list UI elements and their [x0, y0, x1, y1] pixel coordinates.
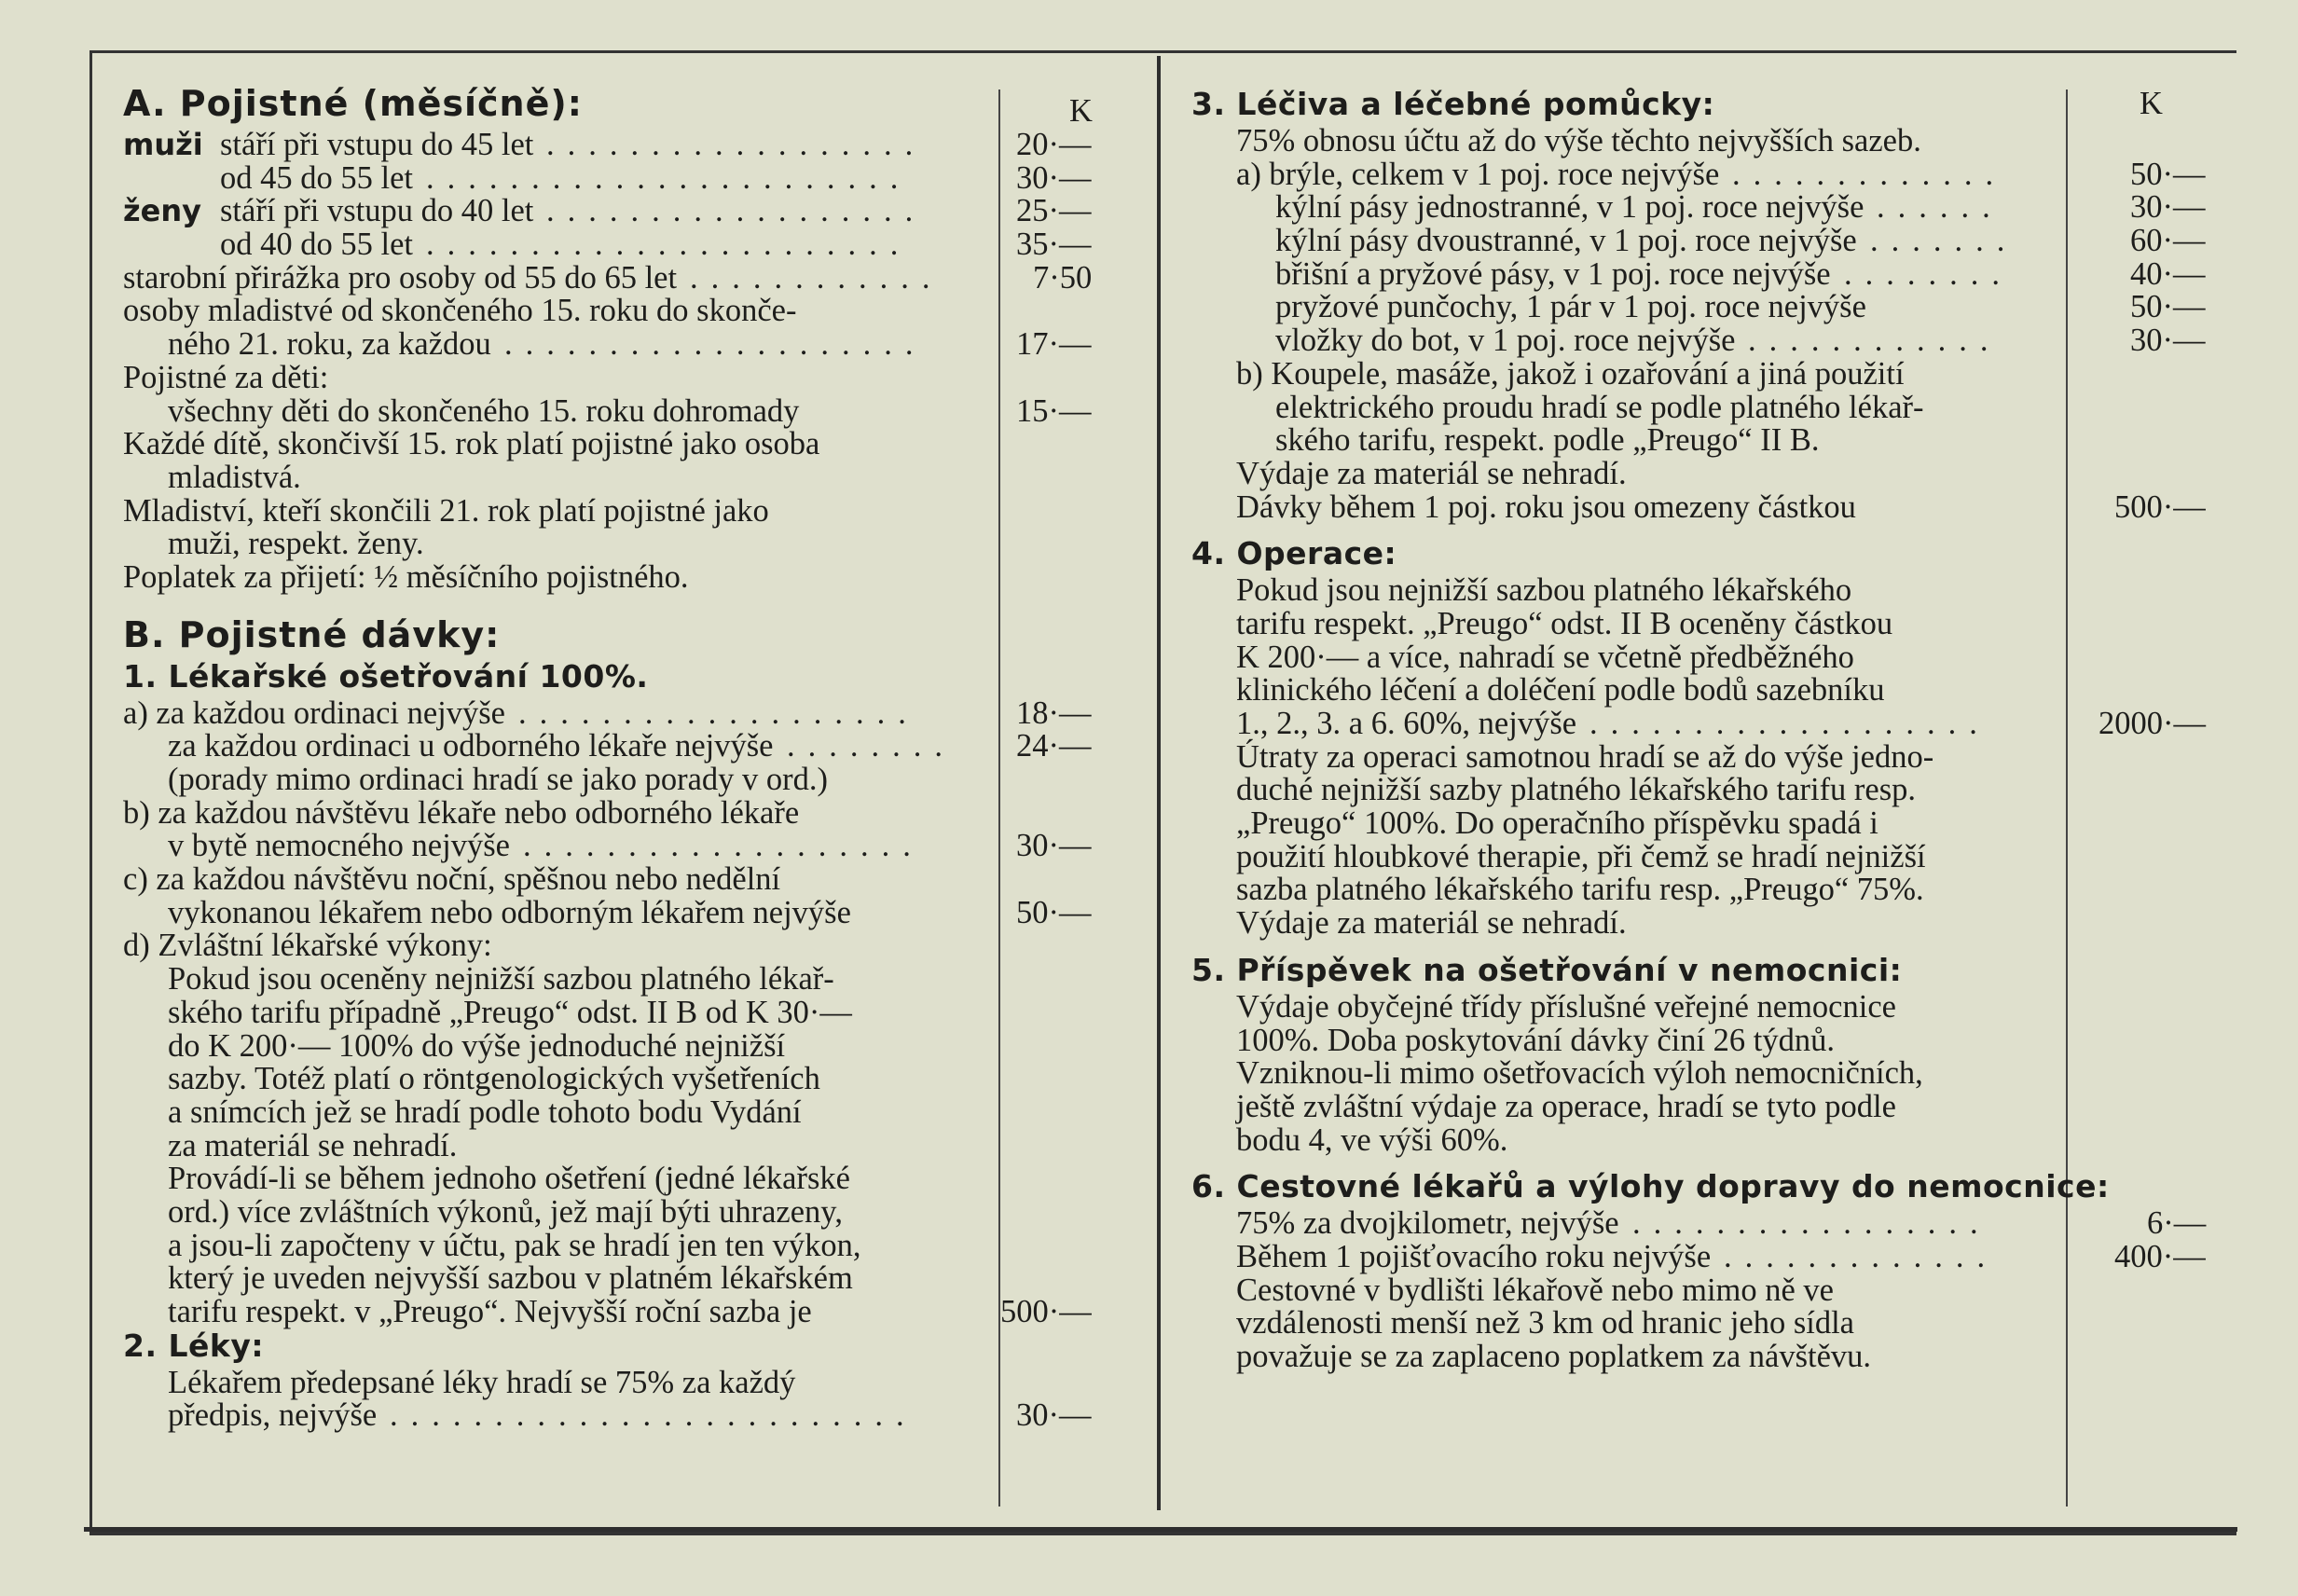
- text-line: [1191, 424, 2040, 458]
- line-text: ského tarifu, respekt. podle „Preugo“ II B.: [1275, 422, 1820, 459]
- text-line: [1191, 907, 2040, 941]
- text-line: [1191, 1341, 2040, 1374]
- text-line: [123, 828, 1092, 864]
- line-text: stáří při vstupu do 40 let: [220, 193, 534, 229]
- heading-text: 1. Lékařské ošetřování 100%.: [123, 657, 649, 695]
- text-line: [1191, 738, 2040, 775]
- text-line: [1191, 189, 2206, 226]
- text-line: [1191, 156, 2206, 192]
- leader-dots: .............: [1732, 156, 2007, 192]
- text-line: [123, 794, 967, 831]
- line-text: 75% za dvojkilometr, nejvýše: [1236, 1205, 1619, 1242]
- text-line: [1191, 605, 2040, 641]
- line-text: Každé dítě, skončivší 15. rok platí pojistné jako osoba: [123, 426, 820, 462]
- amount-value: 50·—: [2130, 156, 2206, 192]
- line-text: „Preugo“ 100%. Do operačního příspěvku spadá i: [1236, 805, 1878, 842]
- text-line: [123, 159, 1092, 196]
- line-text: Útraty za operaci samotnou hradí se až do výše jedno-: [1236, 738, 1934, 775]
- text-line: [1191, 874, 2040, 907]
- heading-text: A. Pojistné (měsíčně):: [123, 83, 583, 124]
- line-text: Výdaje obyčejné třídy příslušné veřejné nemocnice: [1236, 988, 1896, 1025]
- section-heading: [123, 1329, 967, 1367]
- text-line: [123, 193, 1092, 229]
- leader-dots: ..................: [546, 193, 927, 229]
- amount-value: 30·—: [2130, 323, 2206, 359]
- text-line: [123, 127, 1092, 162]
- text-line: [1191, 289, 2206, 325]
- line-text: tarifu respekt. „Preugo“ odst. II B oceněny částkou: [1236, 605, 1893, 641]
- text-line: [123, 558, 967, 595]
- right-amount-separator: [2066, 89, 2068, 1507]
- text-line: [123, 929, 967, 963]
- group-label: muži: [123, 127, 203, 162]
- leader-dots: ............: [1748, 323, 2002, 359]
- line-text: považuje se za zaplaceno poplatkem za návštěvu.: [1236, 1339, 1872, 1374]
- line-text: Výdaje za materiál se nehradí.: [1236, 905, 1627, 942]
- section-heading: [1191, 1168, 2110, 1207]
- line-text: Vzniknou-li mimo ošetřovacích výloh nemocničních,: [1236, 1055, 1923, 1092]
- text-line: [123, 1127, 967, 1163]
- amount-value: 7·50: [1033, 259, 1093, 296]
- text-line: [1191, 1022, 2040, 1058]
- line-text: a jsou-li započteny v účtu, pak se hradí jen ten výkon,: [168, 1227, 861, 1263]
- line-text: Dávky během 1 poj. roku jsou omezeny částkou: [1236, 488, 1856, 525]
- text-line: [123, 764, 967, 797]
- leader-dots: ........: [1844, 255, 2013, 292]
- line-text: kýlní pásy dvoustranné, v 1 poj. roce nejvýše: [1275, 223, 1857, 259]
- bottom-rule: [84, 1527, 2237, 1532]
- left-currency-header: K: [1069, 93, 1093, 129]
- line-text: a) brýle, celkem v 1 poj. roce nejvýše: [1236, 156, 1720, 192]
- text-line: [1191, 255, 2206, 292]
- text-line: [123, 695, 1092, 731]
- amount-value: 24·—: [1016, 728, 1092, 764]
- amount-value: 30·—: [2130, 189, 2206, 226]
- line-text: od 45 do 55 let: [220, 159, 413, 196]
- text-line: [123, 894, 1092, 930]
- text-line: [123, 295, 967, 328]
- amount-value: 50·—: [2130, 289, 2206, 325]
- left-column: [123, 83, 1093, 1434]
- line-text: bodu 4, ve výši 60%.: [1236, 1121, 1508, 1158]
- text-line: [123, 863, 967, 897]
- amount-value: 6·—: [2147, 1205, 2207, 1242]
- heading-text: 5. Příspěvek na ošetřování v nemocnici:: [1191, 951, 1903, 988]
- line-text: za každou ordinaci u odborného lékaře nejvýše: [168, 728, 774, 764]
- line-text: předpis, nejvýše: [168, 1397, 378, 1434]
- text-line: [123, 1364, 967, 1400]
- section-heading: [1191, 537, 2040, 574]
- line-text: muži, respekt. ženy.: [168, 526, 424, 562]
- text-line: [123, 392, 1092, 429]
- text-line: [123, 528, 967, 561]
- text-line: [123, 428, 967, 461]
- leader-dots: ..................: [546, 127, 927, 162]
- line-text: duché nejnižší sazby platného lékařského tarifu resp.: [1236, 772, 1917, 808]
- line-text: do K 200·— 100% do výše jednoduché nejnižší: [168, 1027, 786, 1064]
- text-line: [1191, 125, 2040, 158]
- line-text: použití hloubkové therapie, při čemž se hradí nejnižší: [1236, 838, 1926, 874]
- leader-dots: ............: [690, 259, 943, 296]
- text-line: [123, 1262, 967, 1296]
- text-line: [1191, 1205, 2207, 1242]
- amount-value: 15·—: [1016, 392, 1092, 429]
- text-line: [123, 1027, 967, 1064]
- leader-dots: ...................: [1589, 706, 1990, 741]
- text-line: [123, 728, 1092, 764]
- heading-text: 4. Operace:: [1191, 535, 1397, 572]
- line-text: za materiál se nehradí.: [168, 1127, 458, 1163]
- line-text: v bytě nemocného nejvýše: [168, 828, 510, 864]
- amount-value: 400·—: [2114, 1238, 2206, 1274]
- line-text: Pokud jsou oceněny nejnižší sazbou platného lékař-: [168, 961, 834, 998]
- line-text: všechny děti do skončeného 15. roku dohromady: [168, 392, 800, 429]
- line-text: a) za každou ordinaci nejvýše: [123, 695, 505, 731]
- right-currency-header: K: [2140, 86, 2163, 121]
- amount-value: 40·—: [2130, 255, 2206, 292]
- line-text: K 200·— a více, nahradí se včetně předběžného: [1236, 639, 1854, 675]
- line-text: Výdaje za materiál se nehradí.: [1236, 455, 1627, 491]
- line-text: od 40 do 55 let: [220, 227, 413, 263]
- section-heading: [123, 657, 967, 697]
- leader-dots: ...................: [518, 695, 919, 731]
- line-text: d) Zvláštní lékařské výkony:: [123, 928, 492, 964]
- line-text: tarifu respekt. v „Preugo“. Nejvyšší roční sazba je: [168, 1294, 812, 1329]
- leader-dots: .........................: [390, 1397, 917, 1434]
- line-text: vykonanou lékařem nebo odborným lékařem nejvýše: [168, 894, 851, 930]
- line-text: mladistvá.: [168, 459, 301, 495]
- amount-value: 60·—: [2130, 223, 2206, 259]
- text-line: [1191, 323, 2206, 359]
- line-text: 1., 2., 3. a 6. 60%, nejvýše: [1236, 706, 1577, 741]
- leader-dots: ......: [1877, 189, 2003, 226]
- leader-dots: .......: [1870, 223, 2018, 259]
- text-line: [123, 1227, 967, 1263]
- heading-text: 6. Cestovné lékařů a výlohy dopravy do nemocnice:: [1191, 1168, 2110, 1205]
- line-text: (porady mimo ordinaci hradí se jako porady v ord.): [168, 762, 829, 797]
- amount-value: 30·—: [1016, 828, 1092, 864]
- leader-dots: ....................: [504, 326, 927, 363]
- text-line: [123, 1163, 967, 1196]
- line-text: vzdálenosti menší než 3 km od hranic jeho sídla: [1236, 1305, 1854, 1341]
- line-text: pryžové punčochy, 1 pár v 1 poj. roce nejvýše: [1275, 289, 1866, 325]
- text-line: [1191, 1238, 2206, 1274]
- text-line: [1191, 488, 2206, 525]
- line-text: b) Koupele, masáže, jakož i ozařování a jiná použití: [1236, 355, 1905, 392]
- section-heading: [123, 613, 967, 660]
- section-heading: [123, 83, 967, 129]
- line-text: a snímcích jež se hradí podle tohoto bodu Vydání: [168, 1094, 802, 1130]
- text-line: [1191, 1057, 2040, 1091]
- amount-value: 20·—: [1016, 127, 1092, 162]
- line-text: starobní přirážka pro osoby od 55 do 65 let: [123, 259, 678, 296]
- text-line: [123, 492, 967, 529]
- line-text: kýlní pásy jednostranné, v 1 poj. roce nejvýše: [1275, 189, 1865, 226]
- line-text: sazby. Totéž platí o röntgenologických vyšetřeních: [168, 1061, 820, 1097]
- text-line: [1191, 1274, 2040, 1308]
- heading-text: B. Pojistné dávky:: [123, 613, 501, 655]
- leader-dots: .......................: [426, 227, 912, 263]
- text-line: [1191, 641, 2040, 675]
- line-text: klinického léčení a doléčení podle bodů sazebníku: [1236, 672, 1885, 709]
- amount-value: 500·—: [1000, 1294, 1092, 1329]
- line-text: Mladiství, kteří skončili 21. rok platí pojistné jako: [123, 492, 769, 529]
- text-line: [123, 963, 967, 997]
- heading-text: 2. Léky:: [123, 1327, 265, 1364]
- text-line: [123, 1096, 967, 1130]
- leader-dots: ........: [787, 728, 956, 764]
- line-text: Provádí-li se během jednoho ošetření (jedné lékařské: [168, 1161, 850, 1197]
- amount-value: 30·—: [1016, 159, 1092, 196]
- line-text: ord.) více zvláštních výkonů, jež mají býti uhrazeny,: [168, 1193, 843, 1230]
- amount-value: 500·—: [2114, 488, 2206, 525]
- text-line: [123, 227, 1092, 263]
- text-line: [1191, 838, 2040, 874]
- line-text: ského tarifu případně „Preugo“ odst. II B od K 30·—: [168, 994, 852, 1030]
- column-divider: [1157, 56, 1161, 1510]
- text-line: [123, 359, 967, 395]
- text-line: [1191, 223, 2206, 259]
- text-line: [123, 1193, 967, 1230]
- text-line: [1191, 674, 2040, 708]
- amount-value: 17·—: [1016, 326, 1092, 363]
- text-line: [123, 461, 967, 495]
- leader-dots: .................: [1632, 1205, 1991, 1242]
- leader-dots: .......................: [426, 159, 912, 196]
- group-label: ženy: [123, 193, 201, 229]
- text-line: [123, 994, 967, 1030]
- text-line: [123, 259, 1093, 296]
- amount-value: 18·—: [1016, 695, 1092, 731]
- text-line: [1191, 1121, 2040, 1158]
- line-text: ného 21. roku, za každou: [168, 326, 491, 363]
- line-text: b) za každou návštěvu lékaře nebo odborného lékaře: [123, 794, 800, 831]
- text-line: [123, 1397, 1092, 1434]
- text-line: [1191, 706, 2206, 741]
- right-column: [1191, 86, 2207, 1374]
- line-text: který je uveden nejvyšší sazbou v platném lékařském: [168, 1260, 853, 1297]
- line-text: sazba platného lékařského tarifu resp. „Preugo“ 75%.: [1236, 872, 1924, 908]
- amount-value: 2000·—: [2098, 706, 2206, 741]
- line-text: Během 1 pojišťovacího roku nejvýše: [1236, 1238, 1712, 1274]
- line-text: vložky do bot, v 1 poj. roce nejvýše: [1275, 323, 1736, 359]
- line-text: Pojistné za děti:: [123, 359, 329, 395]
- text-line: [1191, 988, 2040, 1025]
- line-text: břišní a pryžové pásy, v 1 poj. roce nejvýše: [1275, 255, 1831, 292]
- line-text: 75% obnosu účtu až do výše těchto nejvyšších sazeb.: [1236, 123, 1921, 158]
- amount-value: 50·—: [1016, 894, 1092, 930]
- amount-value: 35·—: [1016, 227, 1092, 263]
- text-line: [1191, 355, 2040, 392]
- text-line: [123, 326, 1092, 363]
- leader-dots: ...................: [523, 828, 924, 864]
- line-text: Pokud jsou nejnižší sazbou platného lékařského: [1236, 572, 1852, 609]
- line-text: Lékařem předepsané léky hradí se 75% za každý: [168, 1364, 796, 1400]
- line-text: Poplatek za přijetí: ½ měsíčního pojistného.: [123, 558, 689, 595]
- text-line: [1191, 455, 2040, 491]
- line-text: ještě zvláštní výdaje za operace, hradí se tyto podle: [1236, 1088, 1896, 1124]
- text-line: [1191, 574, 2040, 608]
- line-text: Cestovné v bydlišti lékařově nebo mimo ně ve: [1236, 1272, 1834, 1308]
- line-text: 100%. Doba poskytování dávky činí 26 týdnů.: [1236, 1022, 1836, 1058]
- text-line: [123, 1294, 1092, 1329]
- text-line: [1191, 774, 2040, 807]
- amount-value: 25·—: [1016, 193, 1092, 229]
- text-line: [1191, 1307, 2040, 1341]
- line-text: osoby mladistvé od skončeného 15. roku do skonče-: [123, 293, 797, 329]
- line-text: c) za každou návštěvu noční, spěšnou nebo nedělní: [123, 861, 781, 898]
- text-line: [1191, 807, 2040, 841]
- text-line: [1191, 389, 2040, 425]
- section-heading: [1191, 951, 2040, 991]
- amount-value: 30·—: [1016, 1397, 1092, 1434]
- line-text: elektrického proudu hradí se podle platného lékař-: [1275, 389, 1924, 425]
- section-heading: [1191, 88, 2040, 125]
- line-text: stáří při vstupu do 45 let: [220, 127, 534, 162]
- leader-dots: .............: [1724, 1238, 1999, 1274]
- heading-text: 3. Léčiva a léčebné pomůcky:: [1191, 86, 1715, 122]
- text-line: [1191, 1088, 2040, 1124]
- text-line: [123, 1063, 967, 1096]
